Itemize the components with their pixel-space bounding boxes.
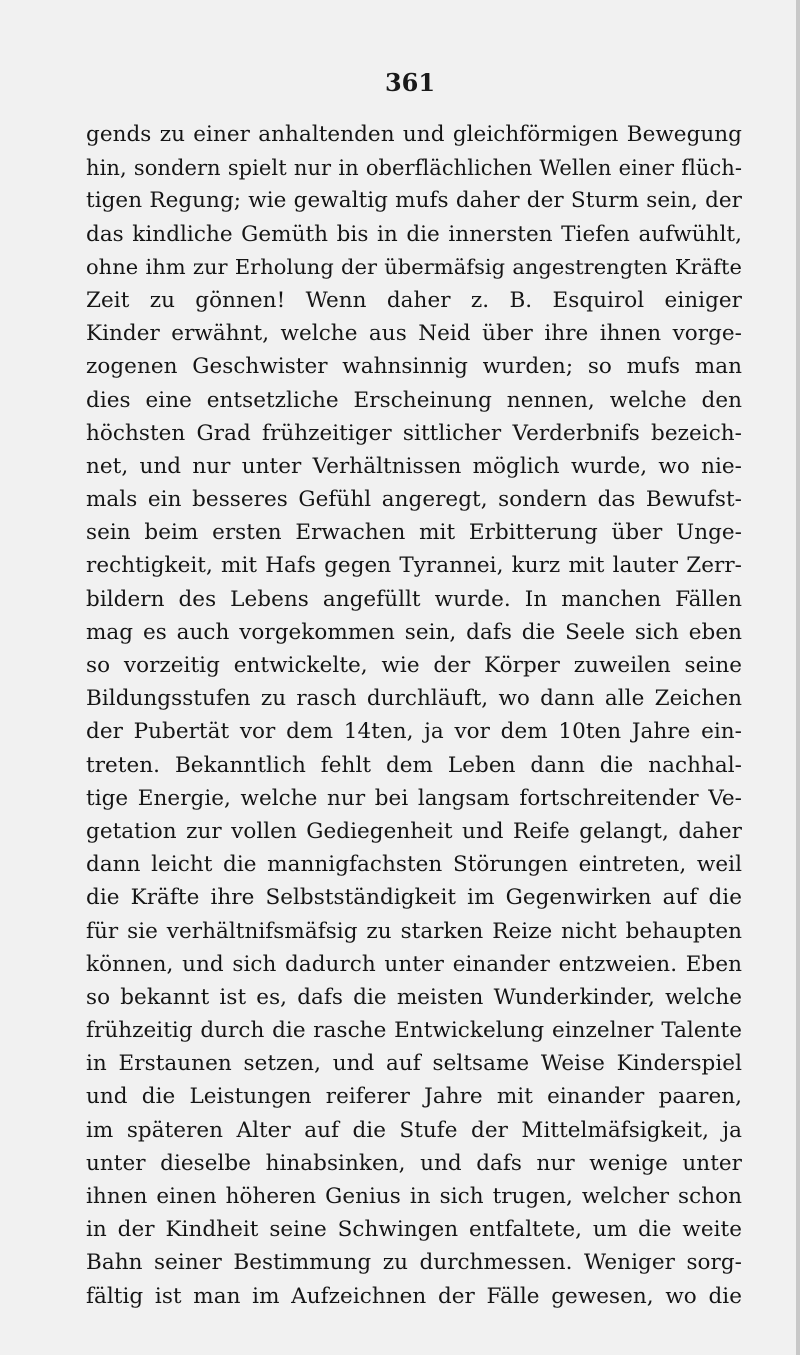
text-line: unter dieselbe hinabsinken, und dafs nur wenige unter: [86, 1150, 742, 1176]
body-text: [86, 118, 742, 1313]
text-line: bildern des Lebens angefüllt wurde. In manchen Fällen: [86, 586, 742, 612]
text-line: frühzeitig durch die rasche Entwickelung einzelner Talente: [86, 1018, 742, 1044]
text-line: hin, sondern spielt nur in oberflächlichen Wellen einer flüch-: [86, 155, 742, 181]
text-line: fältig ist man im Aufzeichnen der Fälle gewesen, wo die: [86, 1283, 742, 1309]
text-line: Bahn seiner Bestimmung zu durchmessen. Weniger sorg-: [86, 1250, 742, 1276]
text-line: zogenen Geschwister wahnsinnig wurden; so mufs man: [86, 354, 742, 380]
text-line: sein beim ersten Erwachen mit Erbitterung über Unge-: [86, 520, 742, 546]
page-edge: [796, 0, 800, 1355]
text-line: in der Kindheit seine Schwingen entfaltete, um die weite: [86, 1217, 742, 1243]
text-line: und die Leistungen reiferer Jahre mit einander paaren,: [86, 1084, 742, 1110]
text-line: mag es auch vorgekommen sein, dafs die Seele sich eben: [86, 619, 742, 645]
text-line: können, und sich dadurch unter einander entzweien. Eben: [86, 951, 742, 977]
text-line: dies eine entsetzliche Erscheinung nennen, welche den: [86, 387, 742, 413]
text-line: Zeit zu gönnen! Wenn daher z. B. Esquirol einiger: [86, 287, 742, 313]
text-line: dann leicht die mannigfachsten Störungen eintreten, weil: [86, 852, 742, 878]
page-number: 361: [384, 68, 436, 97]
text-line: tigen Regung; wie gewaltig mufs daher der Sturm sein, der: [86, 188, 742, 214]
text-line: gends zu einer anhaltenden und gleichförmigen Bewegung: [86, 122, 742, 147]
text-line: der Pubertät vor dem 14ten, ja vor dem 10ten Jahre ein-: [86, 719, 742, 745]
text-line: mals ein besseres Gefühl angeregt, sondern das Bewufst-: [86, 487, 742, 513]
text-line: net, und nur unter Verhältnissen möglich wurde, wo nie-: [86, 453, 742, 479]
text-line: ihnen einen höheren Genius in sich trugen, welcher schon: [86, 1184, 742, 1209]
text-line: für sie verhältnifsmäfsig zu starken Reize nicht behaupten: [86, 918, 742, 944]
text-line: Kinder erwähnt, welche aus Neid über ihre ihnen vorge-: [86, 321, 742, 347]
text-line: Bildungsstufen zu rasch durchläuft, wo dann alle Zeichen: [86, 686, 742, 712]
text-line: höchsten Grad frühzeitiger sittlicher Verderbnifs bezeich-: [86, 420, 742, 446]
text-line: so vorzeitig entwickelte, wie der Körper zuweilen seine: [86, 653, 742, 678]
text-line: in Erstaunen setzen, und auf seltsame Weise Kinderspiel: [86, 1051, 742, 1077]
text-line: das kindliche Gemüth bis in die innersten Tiefen aufwühlt,: [86, 221, 742, 247]
text-line: getation zur vollen Gediegenheit und Reife gelangt, daher: [86, 818, 742, 844]
text-line: rechtigkeit, mit Hafs gegen Tyrannei, kurz mit lauter Zerr-: [86, 553, 742, 579]
text-line: tige Energie, welche nur bei langsam fortschreitender Ve-: [86, 785, 742, 811]
text-line: treten. Bekanntlich fehlt dem Leben dann die nachhal-: [86, 752, 742, 778]
text-line: im späteren Alter auf die Stufe der Mittelmäfsigkeit, ja: [86, 1117, 742, 1143]
text-line: die Kräfte ihre Selbstständigkeit im Gegenwirken auf die: [86, 885, 742, 911]
text-line: so bekannt ist es, dafs die meisten Wunderkinder, welche: [86, 984, 742, 1010]
text-line: ohne ihm zur Erholung der übermäfsig angestrengten Kräfte: [86, 254, 742, 279]
